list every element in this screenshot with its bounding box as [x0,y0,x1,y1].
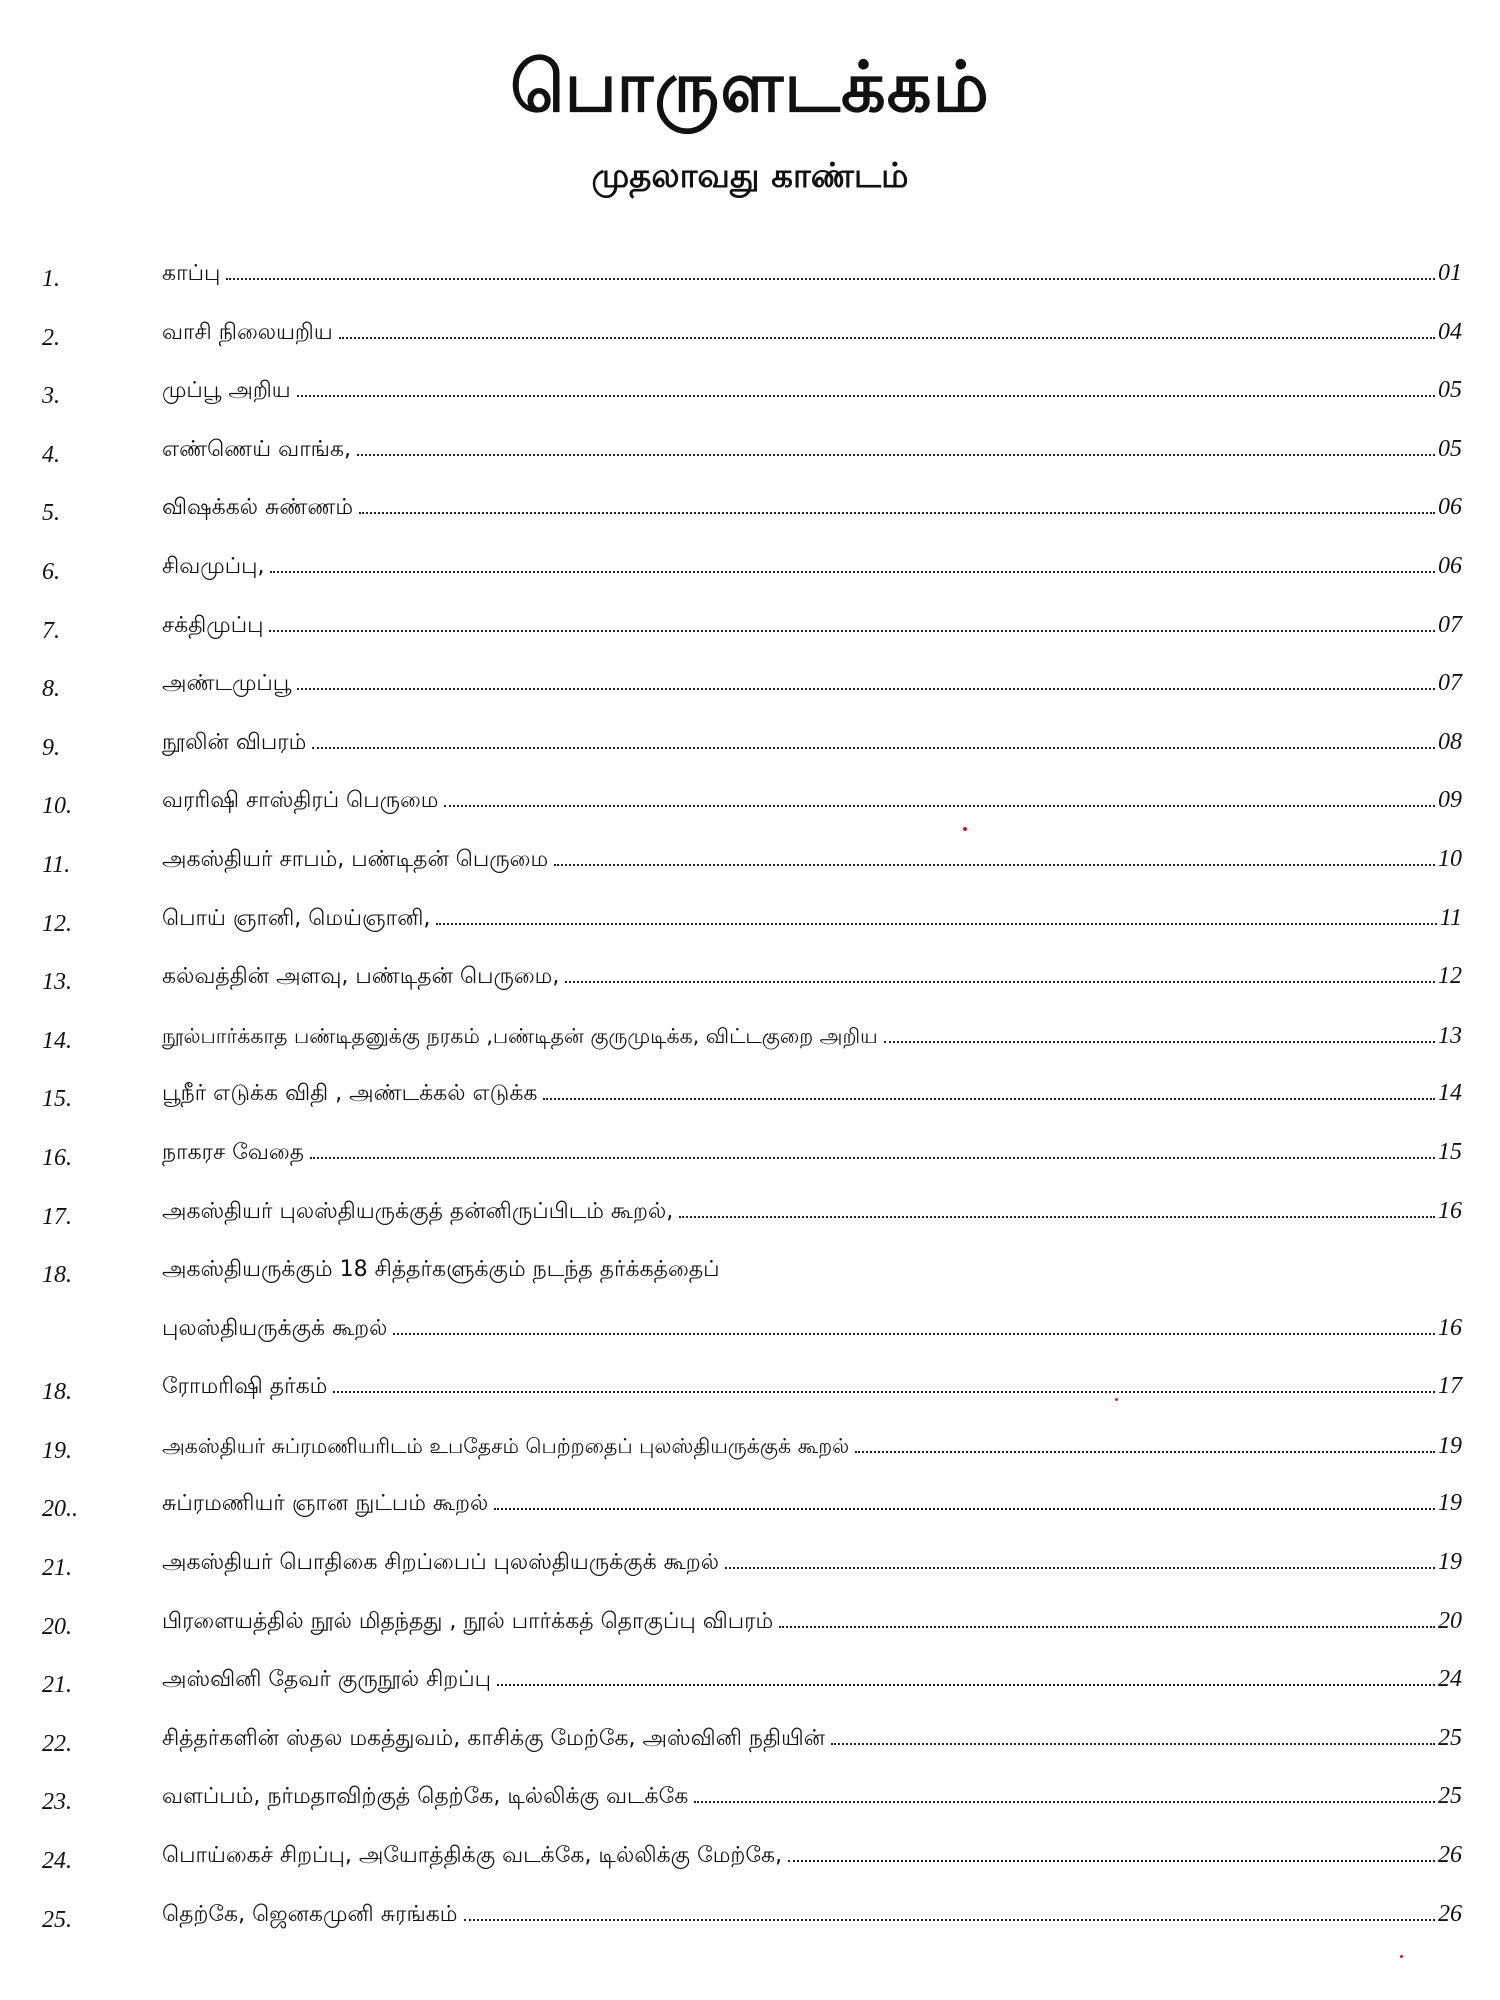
table-of-contents [42,248,1462,1947]
entry-title: சிவமுப்பு, [162,553,265,579]
dot-leader [312,747,1435,749]
toc-entry [42,1010,1462,1069]
dot-leader [393,1333,1435,1335]
toc-entry [42,1596,1462,1655]
entry-number: 25. [42,1906,72,1933]
entry-number: 15. [42,1086,72,1113]
dot-leader [831,1743,1435,1745]
entry-number: 18. [42,1262,72,1289]
toc-entry [42,775,1462,834]
entry-page-number: 19 [1438,1490,1462,1517]
toc-entry [42,1889,1462,1948]
entry-page-number: 20 [1438,1607,1462,1634]
dot-leader [855,1451,1435,1453]
entry-title: நாகரச வேதை [162,1139,305,1165]
entry-page-number: 15 [1438,1138,1462,1165]
entry-title: அகஸ்தியர் புலஸ்தியருக்குத் தன்னிருப்பிடம் கூறல், [162,1198,674,1224]
entry-page-number: 06 [1438,494,1462,521]
dot-leader [339,337,1435,339]
entry-title: அஸ்வினி தேவர் குருநூல் சிறப்பு [162,1667,492,1693]
toc-entry [42,1420,1462,1479]
entry-page-number: 05 [1438,435,1462,462]
toc-entry [42,248,1462,307]
entry-number: 22. [42,1730,72,1757]
dot-leader [333,1391,1435,1393]
entry-title: முப்பூ அறிய [162,378,291,404]
dot-leader [297,688,1435,690]
entry-number: 1. [42,266,60,292]
toc-entry [42,1771,1462,1830]
toc-entry [42,717,1462,776]
entry-page-number: 14 [1438,1080,1462,1107]
dot-leader [444,805,1435,807]
toc-entry [42,482,1462,541]
entry-title: பிரளையத்தில் நூல் மிதந்தது , நூல் பார்க்கத் தொகுப்பு விபரம் [162,1608,774,1634]
entry-title: அகஸ்தியருக்கும் 18 சித்தர்களுக்கும் நடந்த தர்க்கத்தைப் [162,1257,720,1283]
entry-title: நூலின் விபரம் [162,729,307,755]
entry-title: சக்திமுப்பு [162,612,264,638]
dot-leader [788,1860,1435,1862]
entry-number: 24. [42,1848,72,1875]
entry-title: சுப்ரமணியர் ஞான நுட்பம் கூறல் [162,1491,489,1517]
entry-page-number: 16 [1438,1197,1462,1224]
dot-leader [497,1684,1435,1686]
entry-page-number: 13 [1438,1022,1462,1049]
dot-leader [464,1919,1436,1921]
toc-entry [42,951,1462,1010]
dot-leader [436,923,1436,925]
entry-title: அகஸ்தியர் சுப்ரமணியரிடம் உபதேசம் பெற்றதைப் புலஸ்தியருக்குக் கூறல் [162,1433,850,1458]
ink-speck [963,827,967,831]
dot-leader [884,1041,1435,1043]
entry-title: காப்பு [162,261,221,286]
entry-page-number: 06 [1438,552,1462,579]
toc-entry [42,1478,1462,1537]
entry-title: புலஸ்தியருக்குக் கூறல் [162,1315,388,1341]
toc-entry [42,1127,1462,1186]
entry-number: 18. [42,1379,72,1406]
dot-leader [494,1508,1435,1510]
entry-number: 8. [42,676,60,703]
entry-number: 21. [42,1555,72,1582]
entry-number: 21. [42,1672,72,1699]
toc-entry [42,1713,1462,1772]
toc-entry [42,1244,1462,1303]
entry-page-number: 26 [1438,1842,1462,1869]
toc-entry [42,1361,1462,1420]
entry-page-number: 24 [1438,1666,1462,1693]
dot-leader [554,864,1435,866]
entry-number: 7. [42,617,60,644]
toc-entry [42,365,1462,424]
entry-title: வளப்பம், நர்மதாவிற்குத் தெற்கே, டில்லிக்கு வடக்கே [162,1784,689,1810]
dot-leader [543,1098,1435,1100]
toc-entry-continuation [42,1303,1462,1362]
entry-number: 19. [42,1437,72,1464]
entry-page-number: 01 [1438,260,1462,286]
entry-page-number: 07 [1438,611,1462,638]
entry-page-number: 04 [1438,318,1462,345]
entry-number: 5. [42,500,60,527]
toc-entry [42,1186,1462,1245]
toc-entry [42,541,1462,600]
toc-entry [42,834,1462,893]
ink-speck [1115,1398,1118,1401]
entry-page-number: 16 [1438,1314,1462,1341]
entry-number: 10. [42,793,72,820]
entry-page-number: 25 [1438,1724,1462,1751]
entry-title: நூல்பார்க்காத பண்டிதனுக்கு நரகம் ,பண்டிதன் குருமுடிக்க, விட்டகுறை அறிய [162,1023,878,1048]
entry-number: 17. [42,1203,72,1230]
entry-page-number: 12 [1438,963,1462,990]
entry-title: விஷக்கல் சுண்ணம் [162,495,354,521]
toc-entry [42,1654,1462,1713]
dot-leader [565,981,1435,983]
entry-page-number: 11 [1439,904,1462,931]
entry-number: 14. [42,1027,72,1054]
entry-title: அகஸ்தியர் சாபம், பண்டிதன் பெருமை [162,846,549,872]
entry-number: 6. [42,558,60,585]
entry-page-number: 26 [1438,1900,1462,1927]
entry-title: பூநீர் எடுக்க விதி , அண்டக்கல் எடுக்க [162,1081,538,1107]
entry-number: 4. [42,441,60,468]
ink-speck [1400,1955,1403,1958]
entry-title: சித்தர்களின் ஸ்தல மகத்துவம், காசிக்கு மேற்கே, அஸ்வினி நதியின் [162,1725,825,1751]
toc-entry [42,307,1462,366]
entry-title: எண்ணெய் வாங்க, [162,436,352,462]
entry-page-number: 19 [1438,1432,1462,1459]
toc-entry [42,1537,1462,1596]
entry-page-number: 08 [1438,728,1462,755]
entry-title: தெற்கே, ஜெனகமுனி சுரங்கம் [162,1901,458,1927]
entry-page-number: 25 [1438,1783,1462,1810]
toc-entry [42,1068,1462,1127]
entry-number: 11. [42,851,71,878]
entry-title: பொய்கைச் சிறப்பு, அயோத்திக்கு வடக்கே, டில்லிக்கு மேற்கே, [162,1843,783,1869]
section-subtitle: முதலாவது காண்டம் [591,156,909,196]
entry-page-number: 09 [1438,787,1462,814]
page-title: பொருளடக்கம் [510,46,990,128]
entry-page-number: 10 [1438,845,1462,872]
entry-number: 23. [42,1789,72,1816]
dot-leader [310,1157,1435,1159]
entry-number: 9. [42,734,60,761]
entry-page-number: 17 [1438,1373,1462,1400]
toc-entry [42,893,1462,952]
dot-leader [357,454,1435,456]
entry-number: 16. [42,1144,72,1171]
entry-number: 13. [42,969,72,996]
dot-leader [694,1801,1435,1803]
entry-title: வாசி நிலையறிய [162,319,333,345]
toc-entry [42,424,1462,483]
dot-leader [679,1216,1435,1218]
dot-leader [270,571,1435,573]
entry-title: வரரிஷி சாஸ்திரப் பெருமை [162,788,439,814]
entry-page-number: 19 [1438,1549,1462,1576]
entry-title: பொய் ஞானி, மெய்ஞானி, [162,905,431,931]
entry-number: 20.. [42,1496,78,1523]
entry-page-number: 05 [1438,377,1462,404]
entry-number: 12. [42,910,72,937]
toc-entry [42,658,1462,717]
entry-title: அண்டமுப்பூ [162,671,292,697]
entry-title: ரோமரிஷி தர்கம் [162,1374,328,1400]
dot-leader [226,278,1435,280]
toc-entry [42,600,1462,659]
dot-leader [297,395,1435,397]
dot-leader [725,1567,1435,1569]
dot-leader [779,1626,1435,1628]
dot-leader [269,630,1435,632]
dot-leader [359,512,1435,514]
entry-number: 20. [42,1613,72,1640]
entry-title: கல்வத்தின் அளவு, பண்டிதன் பெருமை, [162,964,560,990]
entry-number: 2. [42,324,60,351]
toc-entry [42,1830,1462,1889]
entry-page-number: 07 [1438,670,1462,697]
entry-title: அகஸ்தியர் பொதிகை சிறப்பைப் புலஸ்தியருக்குக் கூறல் [162,1550,719,1576]
entry-number: 3. [42,383,60,410]
